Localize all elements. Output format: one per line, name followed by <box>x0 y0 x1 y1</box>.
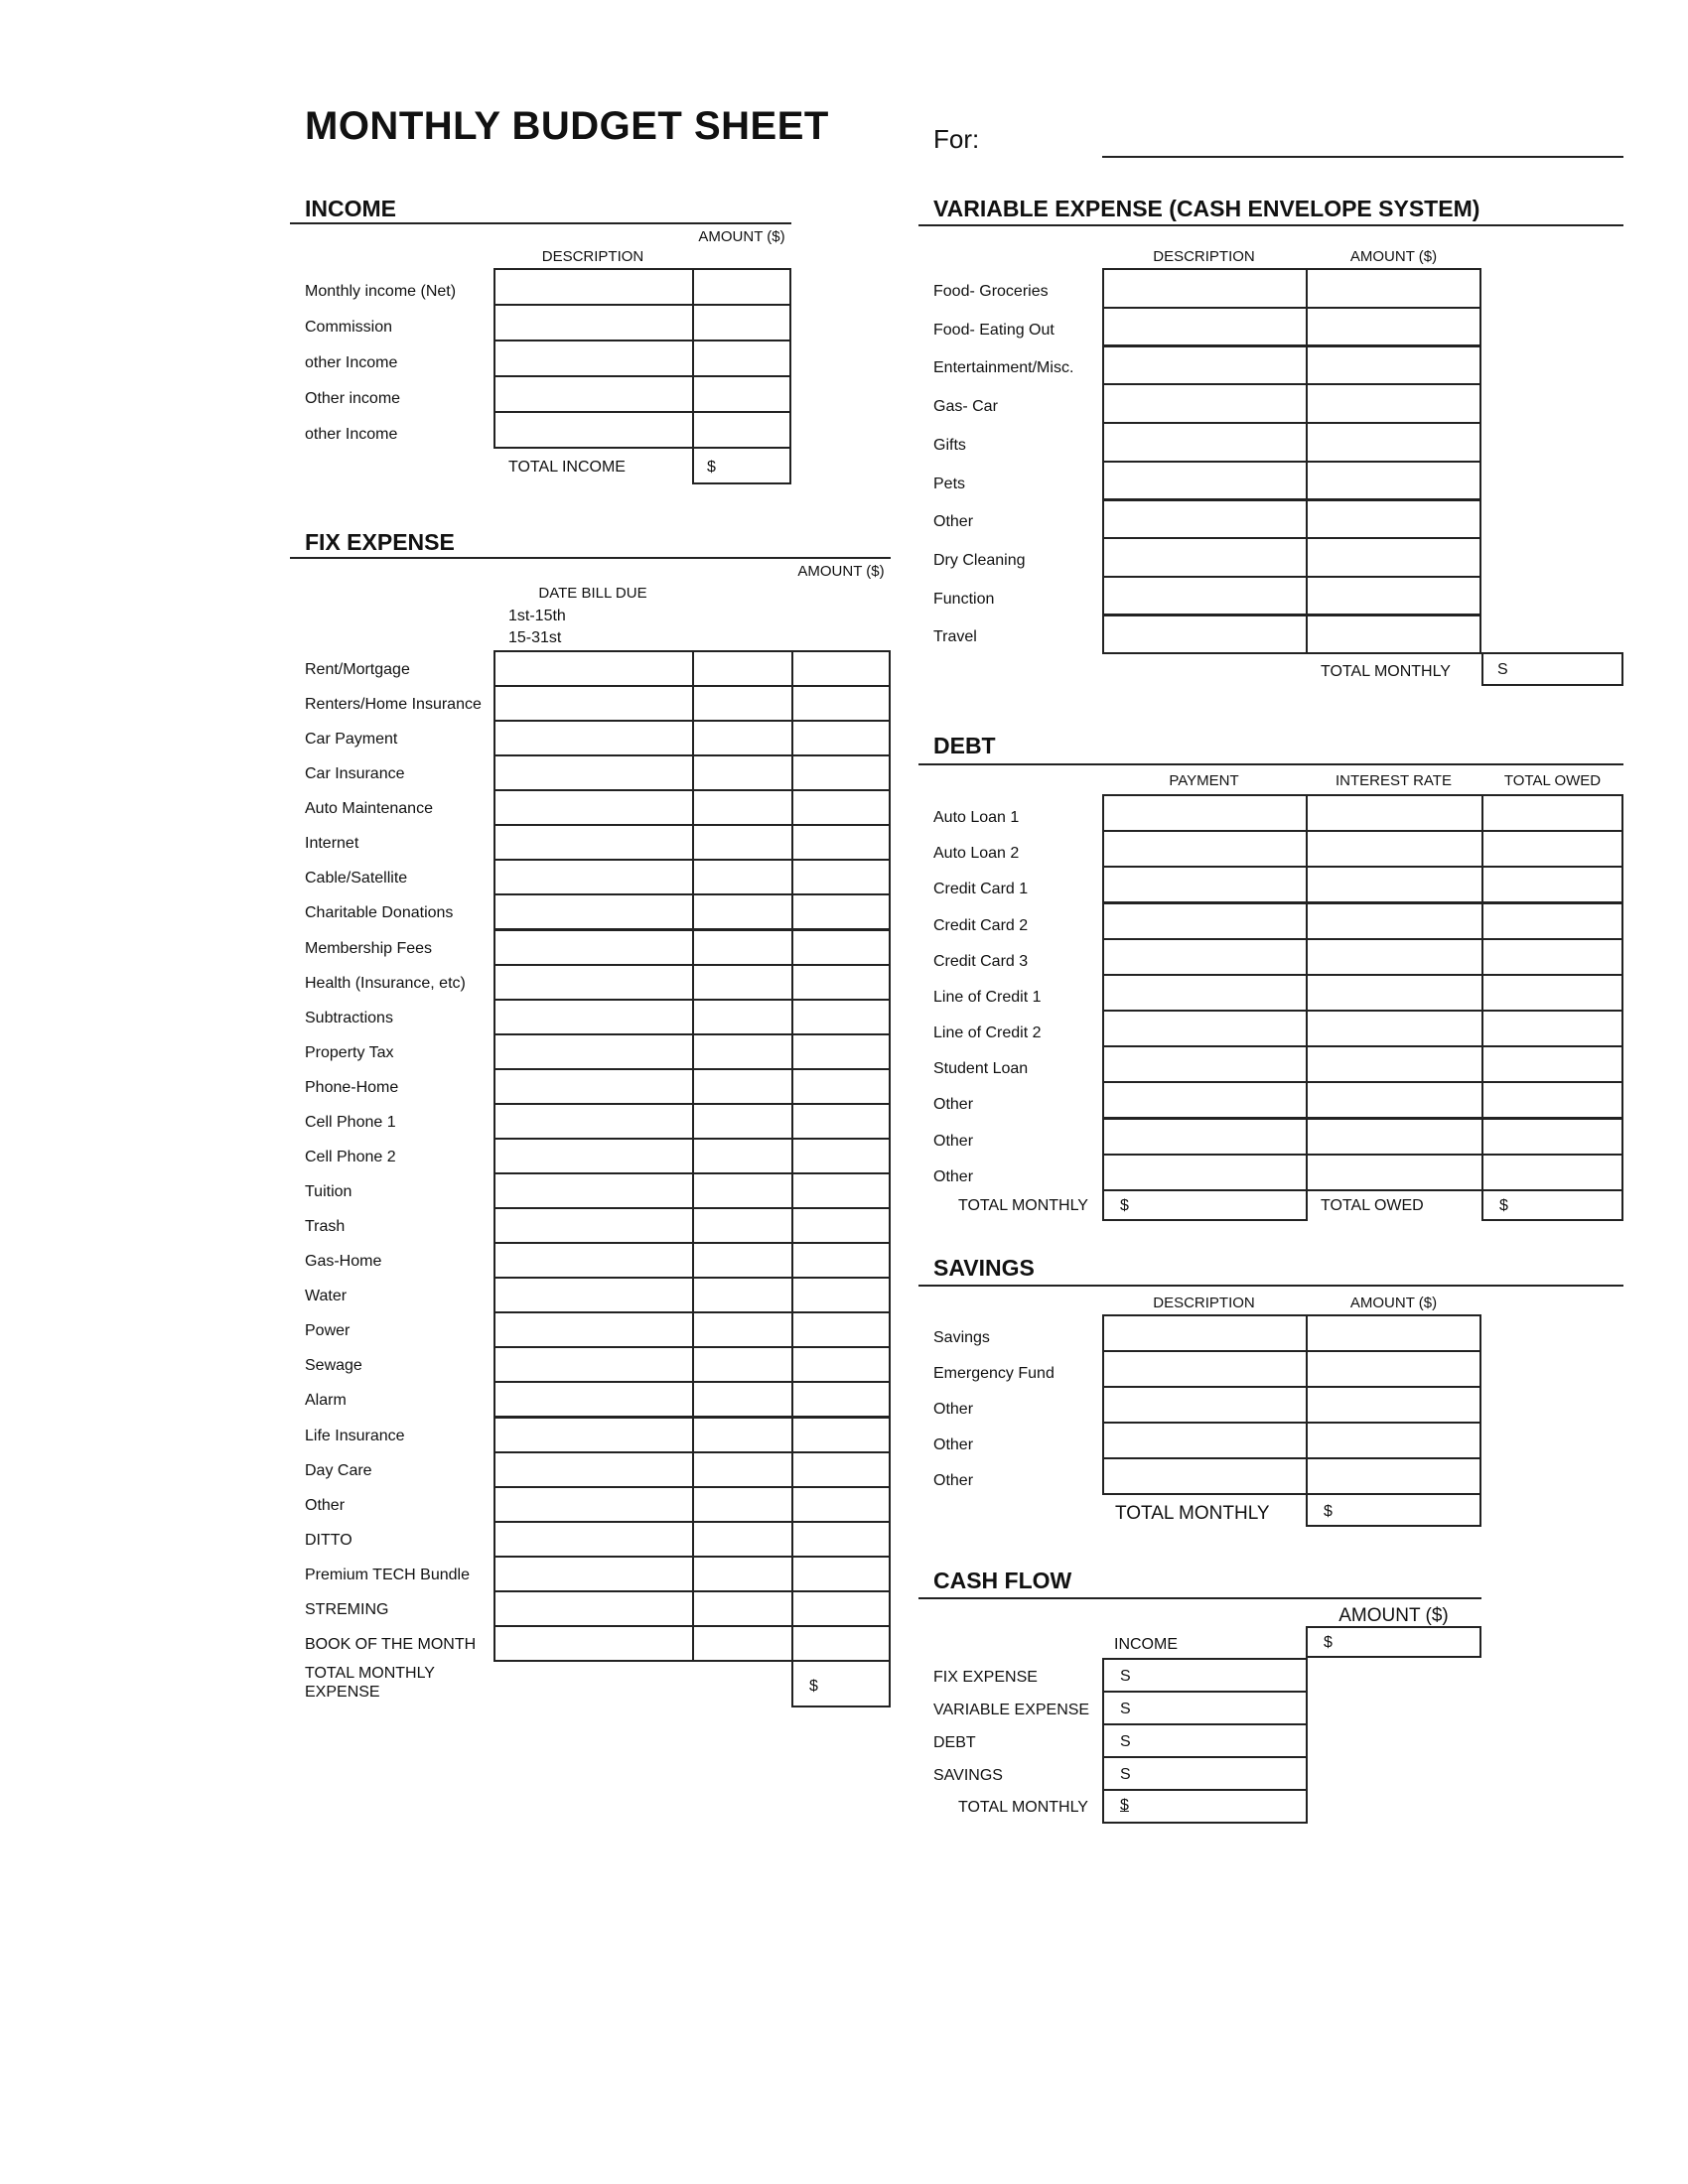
fix-expense-row-label: Auto Maintenance <box>305 800 433 817</box>
fix-first-half-cell[interactable] <box>493 1277 694 1313</box>
savings-total-label: TOTAL MONTHLY <box>1115 1503 1270 1524</box>
fix-second-half-cell[interactable] <box>692 1277 793 1313</box>
fix-first-half-cell[interactable] <box>493 1103 694 1140</box>
variable-col-amount: AMOUNT ($) <box>1349 248 1438 265</box>
variable-description-cell[interactable] <box>1102 383 1308 424</box>
fix-first-half-cell[interactable] <box>493 720 694 756</box>
variable-description-cell[interactable] <box>1102 461 1308 501</box>
fix-amount-cell[interactable] <box>791 964 891 1001</box>
cash-flow-row-label: DEBT <box>933 1734 976 1751</box>
variable-expense-row-label: Gifts <box>933 437 966 454</box>
fix-expense-row-label: Other <box>305 1497 346 1514</box>
fix-amount-cell[interactable] <box>791 1381 891 1418</box>
debt-payment-cell[interactable] <box>1102 1045 1308 1083</box>
variable-amount-cell[interactable] <box>1306 537 1481 578</box>
cash-flow-value-cell[interactable] <box>1102 1691 1308 1725</box>
debt-row-label: Credit Card 1 <box>933 881 1029 897</box>
debt-payment-cell[interactable] <box>1102 1010 1308 1047</box>
fix-first-half-cell[interactable] <box>493 1172 694 1209</box>
debt-owed-cell[interactable] <box>1481 1010 1623 1047</box>
fix-amount-cell[interactable] <box>791 1556 891 1592</box>
variable-expense-row-label: Pets <box>933 476 966 492</box>
debt-col-payment: PAYMENT <box>1169 772 1239 789</box>
fix-expense-total-cell[interactable] <box>791 1660 891 1707</box>
income-row-label: other Income <box>305 426 398 443</box>
fix-expense-row-label: STREMING <box>305 1601 389 1618</box>
fix-amount-cell[interactable] <box>791 893 891 930</box>
fix-expense-row-label: Trash <box>305 1218 346 1235</box>
variable-amount-cell[interactable] <box>1306 344 1481 385</box>
fix-first-half-cell[interactable] <box>493 1138 694 1174</box>
variable-expense-row-label: Function <box>933 591 995 608</box>
fix-col-second-half: 15-31st <box>508 629 562 646</box>
fix-second-half-cell[interactable] <box>692 1311 793 1348</box>
variable-amount-cell[interactable] <box>1306 614 1481 654</box>
fix-amount-cell[interactable] <box>791 1311 891 1348</box>
fix-amount-cell[interactable] <box>791 1172 891 1209</box>
fix-amount-cell[interactable] <box>791 1242 891 1279</box>
income-col-amount: AMOUNT ($) <box>698 228 785 245</box>
income-row-label: other Income <box>305 354 398 371</box>
fix-expense-row-label: Membership Fees <box>305 940 433 957</box>
debt-owed-cell[interactable] <box>1481 974 1623 1012</box>
savings-amount-cell[interactable] <box>1306 1314 1481 1352</box>
cash-flow-col-amount: AMOUNT ($) <box>1338 1605 1449 1626</box>
debt-row-label: Other <box>933 1096 974 1113</box>
fix-amount-cell[interactable] <box>791 1138 891 1174</box>
fix-expense-section-title: FIX EXPENSE <box>305 529 455 555</box>
fix-col-first-half: 1st-15th <box>508 608 566 624</box>
fix-first-half-cell[interactable] <box>493 1556 694 1592</box>
income-row-label: Monthly income (Net) <box>305 283 457 300</box>
fix-first-half-cell[interactable] <box>493 1451 694 1488</box>
variable-total-currency: S <box>1497 661 1508 678</box>
fix-second-half-cell[interactable] <box>692 1590 793 1627</box>
fix-expense-row-label: Property Tax <box>305 1044 394 1061</box>
debt-interest-cell[interactable] <box>1306 1154 1483 1191</box>
fix-expense-row-label: Life Insurance <box>305 1428 405 1444</box>
fix-expense-row-label: Internet <box>305 835 359 852</box>
fix-second-half-cell[interactable] <box>692 1033 793 1070</box>
savings-amount-cell[interactable] <box>1306 1457 1481 1495</box>
fix-first-half-cell[interactable] <box>493 685 694 722</box>
savings-description-cell[interactable] <box>1102 1457 1308 1495</box>
fix-expense-row-label: Car Payment <box>305 731 398 748</box>
fix-amount-cell[interactable] <box>791 1033 891 1070</box>
fix-first-half-cell[interactable] <box>493 754 694 791</box>
fix-second-half-cell[interactable] <box>692 1207 793 1244</box>
variable-amount-cell[interactable] <box>1306 422 1481 463</box>
debt-payment-cell[interactable] <box>1102 1154 1308 1191</box>
variable-expense-row-label: Dry Cleaning <box>933 552 1026 569</box>
cash-flow-income-label: INCOME <box>1114 1636 1178 1653</box>
income-amount-cell[interactable] <box>692 411 791 449</box>
fix-first-half-cell[interactable] <box>493 929 694 966</box>
debt-row-label: Line of Credit 2 <box>933 1024 1042 1041</box>
variable-description-cell[interactable] <box>1102 344 1308 385</box>
fix-expense-row-label: BOOK OF THE MONTH <box>305 1636 477 1653</box>
fix-amount-cell[interactable] <box>791 1486 891 1523</box>
debt-payment-cell[interactable] <box>1102 974 1308 1012</box>
income-amount-cell[interactable] <box>692 304 791 341</box>
savings-row-label: Emergency Fund <box>933 1365 1055 1382</box>
fix-second-half-cell[interactable] <box>692 964 793 1001</box>
variable-expense-row-label: Travel <box>933 628 977 645</box>
variable-amount-cell[interactable] <box>1306 461 1481 501</box>
cash-flow-rule <box>918 1597 1481 1599</box>
income-row-label: Other income <box>305 390 401 407</box>
savings-total-currency: $ <box>1324 1503 1333 1520</box>
fix-expense-row-label: Phone-Home <box>305 1079 399 1096</box>
fix-second-half-cell[interactable] <box>692 1556 793 1592</box>
fix-expense-row-label: DITTO <box>305 1532 352 1549</box>
debt-interest-cell[interactable] <box>1306 794 1483 832</box>
debt-total-owed-label: TOTAL OWED <box>1321 1197 1424 1214</box>
fix-expense-row-label: Rent/Mortgage <box>305 661 410 678</box>
variable-amount-cell[interactable] <box>1306 307 1481 347</box>
fix-col-amount: AMOUNT ($) <box>797 563 885 580</box>
variable-description-cell[interactable] <box>1102 537 1308 578</box>
debt-rule <box>918 763 1623 765</box>
fix-expense-row-label: Sewage <box>305 1357 362 1374</box>
fix-second-half-cell[interactable] <box>692 720 793 756</box>
fix-expense-row-label: Premium TECH Bundle <box>305 1567 470 1583</box>
for-label: For: <box>933 124 980 154</box>
fix-second-half-cell[interactable] <box>692 1486 793 1523</box>
variable-description-cell[interactable] <box>1102 498 1308 539</box>
debt-interest-cell[interactable] <box>1306 974 1483 1012</box>
fix-first-half-cell[interactable] <box>493 893 694 930</box>
variable-expense-row-label: Food- Eating Out <box>933 322 1055 339</box>
cash-flow-section-title: CASH FLOW <box>933 1568 1072 1593</box>
variable-description-cell[interactable] <box>1102 268 1308 309</box>
debt-owed-cell[interactable] <box>1481 866 1623 903</box>
debt-interest-cell[interactable] <box>1306 902 1483 940</box>
fix-expense-row-label: Day Care <box>305 1462 372 1479</box>
debt-total-monthly-label: TOTAL MONTHLY <box>958 1197 1088 1214</box>
cash-flow-value-cell[interactable] <box>1102 1756 1308 1791</box>
variable-expense-row-label: Entertainment/Misc. <box>933 359 1074 376</box>
fix-first-half-cell[interactable] <box>493 1486 694 1523</box>
fix-second-half-cell[interactable] <box>692 1103 793 1140</box>
variable-amount-cell[interactable] <box>1306 498 1481 539</box>
savings-description-cell[interactable] <box>1102 1350 1308 1388</box>
savings-rule <box>918 1285 1623 1287</box>
variable-amount-cell[interactable] <box>1306 268 1481 309</box>
fix-amount-cell[interactable] <box>791 929 891 966</box>
variable-expense-row-label: Food- Groceries <box>933 283 1049 300</box>
debt-row-label: Credit Card 2 <box>933 917 1029 934</box>
debt-owed-cell[interactable] <box>1481 1154 1623 1191</box>
income-row-label: Commission <box>305 319 393 336</box>
fix-amount-cell[interactable] <box>791 1590 891 1627</box>
fix-amount-cell[interactable] <box>791 999 891 1035</box>
income-total-currency: $ <box>707 459 716 476</box>
fix-second-half-cell[interactable] <box>692 754 793 791</box>
income-amount-cell[interactable] <box>692 340 791 377</box>
fix-second-half-cell[interactable] <box>692 1346 793 1383</box>
fix-first-half-cell[interactable] <box>493 1625 694 1662</box>
fix-first-half-cell[interactable] <box>493 1033 694 1070</box>
fix-expense-row-label: Cable/Satellite <box>305 870 408 887</box>
savings-row-label: Savings <box>933 1329 990 1346</box>
cash-flow-row-label: SAVINGS <box>933 1767 1003 1784</box>
savings-amount-cell[interactable] <box>1306 1350 1481 1388</box>
variable-amount-cell[interactable] <box>1306 383 1481 424</box>
debt-payment-cell[interactable] <box>1102 866 1308 903</box>
savings-amount-cell[interactable] <box>1306 1422 1481 1459</box>
cash-flow-row-label: FIX EXPENSE <box>933 1669 1038 1686</box>
fix-second-half-cell[interactable] <box>692 999 793 1035</box>
fix-amount-cell[interactable] <box>791 1346 891 1383</box>
fix-second-half-cell[interactable] <box>692 650 793 687</box>
fix-first-half-cell[interactable] <box>493 1207 694 1244</box>
fix-second-half-cell[interactable] <box>692 1381 793 1418</box>
fix-second-half-cell[interactable] <box>692 1521 793 1558</box>
fix-expense-total-label: TOTAL MONTHLY EXPENSE <box>305 1665 435 1701</box>
debt-owed-cell[interactable] <box>1481 1118 1623 1156</box>
fix-second-half-cell[interactable] <box>692 685 793 722</box>
cash-flow-total-cell[interactable] <box>1102 1789 1308 1824</box>
savings-amount-cell[interactable] <box>1306 1386 1481 1424</box>
fix-amount-cell[interactable] <box>791 859 891 895</box>
fix-first-half-cell[interactable] <box>493 650 694 687</box>
debt-col-owed: TOTAL OWED <box>1503 772 1602 789</box>
income-section-title: INCOME <box>305 196 396 221</box>
fix-col-date: DATE BILL DUE <box>538 585 647 602</box>
fix-expense-total-currency: $ <box>809 1678 818 1695</box>
debt-owed-cell[interactable] <box>1481 902 1623 940</box>
savings-description-cell[interactable] <box>1102 1386 1308 1424</box>
fix-expense-row-label: Power <box>305 1322 351 1339</box>
cash-flow-row-label: VARIABLE EXPENSE <box>933 1702 1090 1718</box>
debt-row-label: Line of Credit 1 <box>933 989 1042 1006</box>
savings-section-title: SAVINGS <box>933 1255 1035 1281</box>
debt-row-label: Other <box>933 1133 974 1150</box>
variable-expense-section-title: VARIABLE EXPENSE (CASH ENVELOPE SYSTEM) <box>933 196 1480 221</box>
fix-amount-cell[interactable] <box>791 1277 891 1313</box>
cash-flow-row-currency: S <box>1120 1766 1131 1783</box>
variable-expense-rule <box>918 224 1623 226</box>
fix-amount-cell[interactable] <box>791 789 891 826</box>
debt-owed-cell[interactable] <box>1481 938 1623 976</box>
fix-first-half-cell[interactable] <box>493 1068 694 1105</box>
fix-first-half-cell[interactable] <box>493 1417 694 1453</box>
variable-description-cell[interactable] <box>1102 422 1308 463</box>
fix-amount-cell[interactable] <box>791 824 891 861</box>
fix-first-half-cell[interactable] <box>493 1521 694 1558</box>
fix-amount-cell[interactable] <box>791 1068 891 1105</box>
variable-description-cell[interactable] <box>1102 576 1308 616</box>
income-description-cell[interactable] <box>493 411 694 449</box>
fix-expense-row-label: Water <box>305 1288 348 1304</box>
fix-expense-row-label: Subtractions <box>305 1010 393 1026</box>
debt-payment-cell[interactable] <box>1102 902 1308 940</box>
debt-owed-cell[interactable] <box>1481 1045 1623 1083</box>
fix-second-half-cell[interactable] <box>692 929 793 966</box>
debt-row-label: Student Loan <box>933 1060 1029 1077</box>
fix-expense-row-label: Cell Phone 1 <box>305 1114 396 1131</box>
fix-expense-row-label: Health (Insurance, etc) <box>305 975 466 992</box>
debt-col-interest: INTEREST RATE <box>1336 772 1452 789</box>
fix-second-half-cell[interactable] <box>692 859 793 895</box>
debt-interest-cell[interactable] <box>1306 1118 1483 1156</box>
income-amount-cell[interactable] <box>692 268 791 306</box>
fix-amount-cell[interactable] <box>791 1451 891 1488</box>
fix-expense-rule <box>290 557 891 559</box>
fix-second-half-cell[interactable] <box>692 1068 793 1105</box>
debt-payment-cell[interactable] <box>1102 830 1308 868</box>
fix-amount-cell[interactable] <box>791 1417 891 1453</box>
savings-description-cell[interactable] <box>1102 1422 1308 1459</box>
debt-interest-cell[interactable] <box>1306 1045 1483 1083</box>
debt-interest-cell[interactable] <box>1306 866 1483 903</box>
fix-second-half-cell[interactable] <box>692 893 793 930</box>
income-description-cell[interactable] <box>493 304 694 341</box>
fix-amount-cell[interactable] <box>791 754 891 791</box>
income-description-cell[interactable] <box>493 340 694 377</box>
page-title: MONTHLY BUDGET SHEET <box>305 104 829 148</box>
variable-total-label: TOTAL MONTHLY <box>1321 663 1451 680</box>
income-description-cell[interactable] <box>493 375 694 413</box>
fix-expense-row-label: Gas-Home <box>305 1253 382 1270</box>
fix-expense-row-label: Alarm <box>305 1392 347 1409</box>
cash-flow-income-currency: $ <box>1324 1634 1333 1651</box>
fix-first-half-cell[interactable] <box>493 964 694 1001</box>
savings-col-description: DESCRIPTION <box>1153 1295 1255 1311</box>
cash-flow-row-currency: S <box>1120 1668 1131 1685</box>
fix-expense-row-label: Tuition <box>305 1183 352 1200</box>
fix-expense-row-label: Renters/Home Insurance <box>305 696 482 713</box>
debt-owed-cell[interactable] <box>1481 1081 1623 1119</box>
fix-second-half-cell[interactable] <box>692 1451 793 1488</box>
fix-first-half-cell[interactable] <box>493 1346 694 1383</box>
fix-amount-cell[interactable] <box>791 1625 891 1662</box>
variable-description-cell[interactable] <box>1102 307 1308 347</box>
variable-description-cell[interactable] <box>1102 614 1308 654</box>
fix-amount-cell[interactable] <box>791 720 891 756</box>
fix-expense-row-label: Charitable Donations <box>305 904 454 921</box>
fix-expense-row-label: Car Insurance <box>305 765 405 782</box>
savings-row-label: Other <box>933 1472 974 1489</box>
fix-first-half-cell[interactable] <box>493 789 694 826</box>
fix-second-half-cell[interactable] <box>692 789 793 826</box>
debt-row-label: Auto Loan 2 <box>933 845 1020 862</box>
fix-second-half-cell[interactable] <box>692 1417 793 1453</box>
cash-flow-value-cell[interactable] <box>1102 1723 1308 1758</box>
debt-interest-cell[interactable] <box>1306 938 1483 976</box>
fix-first-half-cell[interactable] <box>493 824 694 861</box>
fix-first-half-cell[interactable] <box>493 999 694 1035</box>
variable-amount-cell[interactable] <box>1306 576 1481 616</box>
debt-section-title: DEBT <box>933 733 996 758</box>
fix-second-half-cell[interactable] <box>692 1625 793 1662</box>
fix-amount-cell[interactable] <box>791 1207 891 1244</box>
debt-owed-cell[interactable] <box>1481 794 1623 832</box>
debt-interest-cell[interactable] <box>1306 1081 1483 1119</box>
income-col-description: DESCRIPTION <box>541 248 644 265</box>
fix-first-half-cell[interactable] <box>493 859 694 895</box>
income-rule <box>290 222 791 224</box>
fix-first-half-cell[interactable] <box>493 1242 694 1279</box>
fix-amount-cell[interactable] <box>791 1521 891 1558</box>
debt-payment-cell[interactable] <box>1102 1081 1308 1119</box>
debt-total-owed-currency: $ <box>1499 1197 1508 1214</box>
fix-amount-cell[interactable] <box>791 1103 891 1140</box>
cash-flow-total-label: TOTAL MONTHLY <box>958 1799 1088 1816</box>
fix-first-half-cell[interactable] <box>493 1590 694 1627</box>
savings-description-cell[interactable] <box>1102 1314 1308 1352</box>
debt-total-monthly-currency: $ <box>1120 1197 1129 1214</box>
cash-flow-row-currency: S <box>1120 1701 1131 1717</box>
variable-col-description: DESCRIPTION <box>1153 248 1255 265</box>
for-name-field[interactable] <box>1102 156 1623 158</box>
cash-flow-row-currency: S <box>1120 1733 1131 1750</box>
debt-interest-cell[interactable] <box>1306 830 1483 868</box>
savings-row-label: Other <box>933 1401 974 1418</box>
fix-first-half-cell[interactable] <box>493 1381 694 1418</box>
fix-second-half-cell[interactable] <box>692 1172 793 1209</box>
fix-expense-row-label: Cell Phone 2 <box>305 1149 396 1165</box>
income-total-label: TOTAL INCOME <box>508 459 626 476</box>
savings-row-label: Other <box>933 1436 974 1453</box>
fix-first-half-cell[interactable] <box>493 1311 694 1348</box>
fix-amount-cell[interactable] <box>791 650 891 687</box>
variable-expense-row-label: Gas- Car <box>933 398 998 415</box>
debt-row-label: Credit Card 3 <box>933 953 1029 970</box>
savings-col-amount: AMOUNT ($) <box>1349 1295 1438 1311</box>
debt-row-label: Auto Loan 1 <box>933 809 1020 826</box>
debt-payment-cell[interactable] <box>1102 794 1308 832</box>
debt-payment-cell[interactable] <box>1102 1118 1308 1156</box>
income-amount-cell[interactable] <box>692 375 791 413</box>
cash-flow-total-currency: $ <box>1120 1797 1129 1814</box>
debt-row-label: Other <box>933 1168 974 1185</box>
debt-owed-cell[interactable] <box>1481 830 1623 868</box>
fix-amount-cell[interactable] <box>791 685 891 722</box>
debt-payment-cell[interactable] <box>1102 938 1308 976</box>
fix-second-half-cell[interactable] <box>692 1138 793 1174</box>
fix-second-half-cell[interactable] <box>692 1242 793 1279</box>
fix-second-half-cell[interactable] <box>692 824 793 861</box>
debt-interest-cell[interactable] <box>1306 1010 1483 1047</box>
variable-expense-row-label: Other <box>933 513 974 530</box>
cash-flow-value-cell[interactable] <box>1102 1658 1308 1693</box>
income-description-cell[interactable] <box>493 268 694 306</box>
debt-total-monthly-cell[interactable] <box>1102 1189 1308 1221</box>
